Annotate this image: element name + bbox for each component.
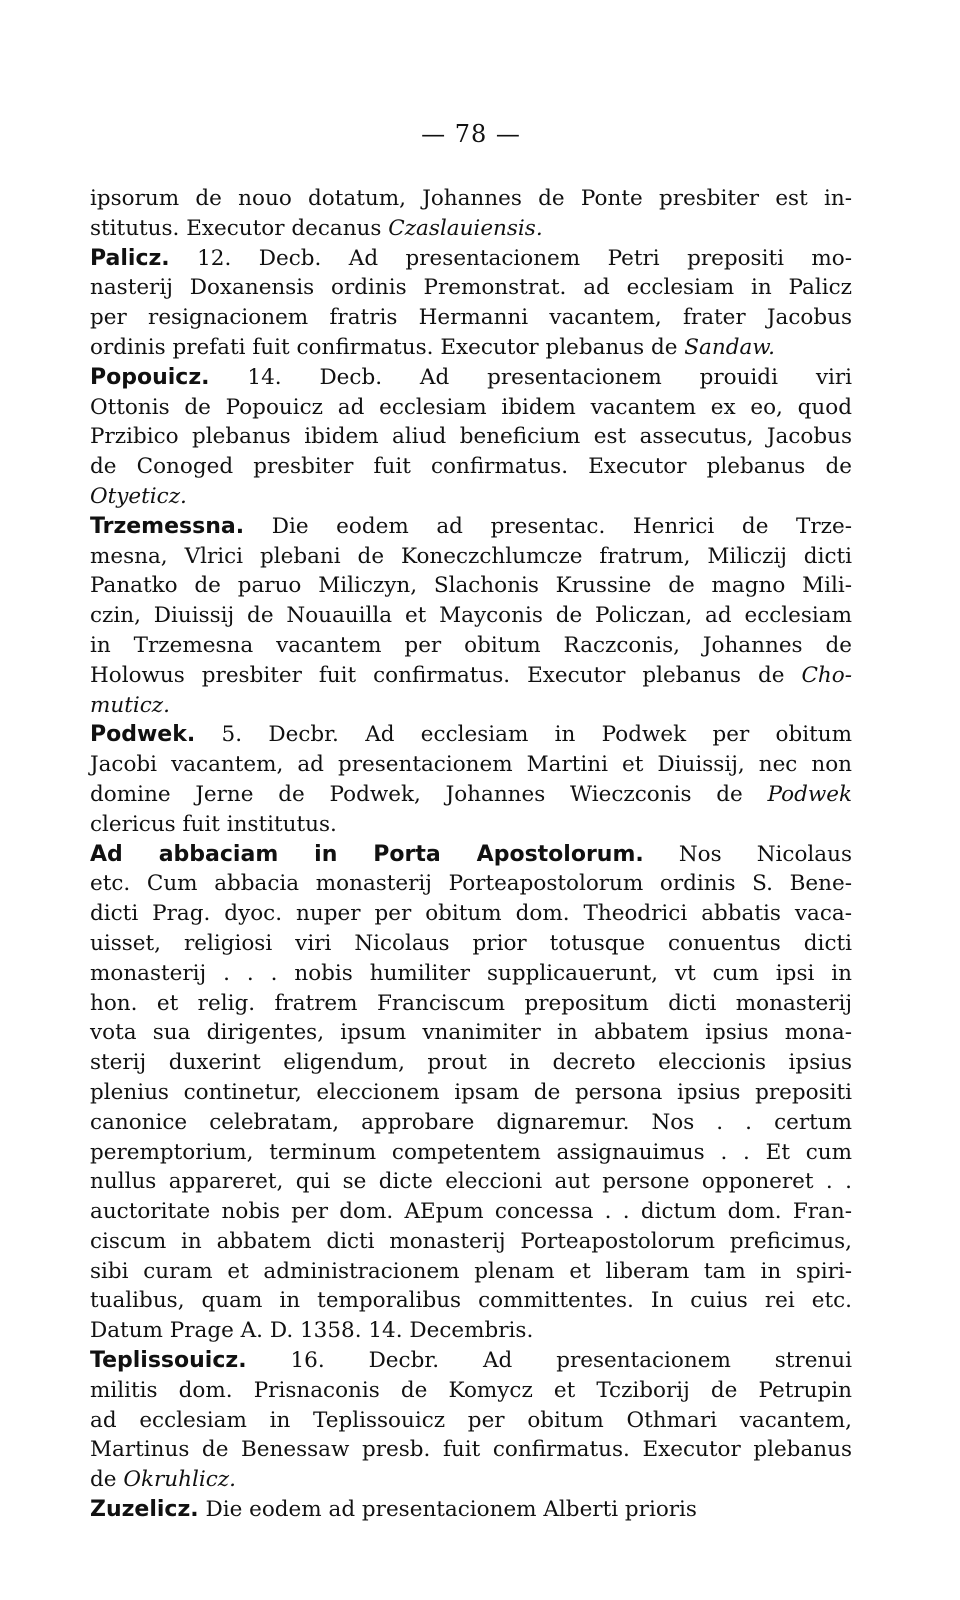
text-run: Die eodem ad presentac. Henrici de Trze- <box>244 513 852 539</box>
text-line <box>90 959 852 989</box>
paragraph <box>90 1346 852 1495</box>
text-run: nullus appareret, qui se dicte eleccioni aut persone opponeret . . <box>90 1169 852 1195</box>
text-run: in Trzemesna vacantem per obitum Raczconis, Johannes de <box>90 632 852 658</box>
text-run: Otyeticz. <box>90 483 187 509</box>
text-line <box>90 1316 852 1346</box>
text-run: Datum Prage A. D. 1358. 14. Decembris. <box>90 1318 534 1344</box>
text-line <box>90 780 852 810</box>
text-run: dicti Prag. dyoc. nuper per obitum dom. Theodrici abbatis vaca- <box>90 901 852 927</box>
entry-heading: Palicz. <box>90 245 170 271</box>
text-run: ipsorum de nouo dotatum, Johannes de Ponte presbiter est in- <box>90 186 852 211</box>
paragraph <box>90 1495 852 1525</box>
text-run: nasterij Doxanensis ordinis Premonstrat. ad ecclesiam in Palicz <box>90 275 852 301</box>
text-run: clericus fuit institutus. <box>90 811 337 837</box>
text-line <box>90 810 852 840</box>
text-line <box>90 393 852 423</box>
text-run: stitutus. Executor decanus <box>90 215 389 241</box>
text-line <box>90 1227 852 1257</box>
text-line <box>90 1435 852 1465</box>
text-line <box>90 214 852 244</box>
text-run: czin, Diuissij de Nouauilla et Mayconis de Policzan, ad ecclesiam <box>90 603 852 629</box>
text-run: ordinis prefati fuit confirmatus. Executor plebanus de <box>90 334 685 360</box>
paragraph <box>90 244 852 363</box>
paragraph <box>90 184 852 244</box>
paragraph <box>90 840 852 1347</box>
text-run: vota sua dirigentes, ipsum vnanimiter in abbatem ipsius mona- <box>90 1020 852 1046</box>
text-run: Sandaw. <box>684 334 775 360</box>
text-run: 5. Decbr. Ad ecclesiam in Podwek per obitum <box>195 722 852 748</box>
text-run: uisset, religiosi viri Nicolaus prior totusque conuentus dicti <box>90 930 852 956</box>
text-run: monasterij . . . nobis humiliter supplicauerunt, vt cum ipsi in <box>90 960 852 986</box>
text-run: Ottonis de Popouicz ad ecclesiam ibidem vacantem ex eo, quod <box>90 394 852 420</box>
text-line <box>90 1465 852 1495</box>
entry-heading: Ad abbaciam in Porta Apostolorum. <box>90 841 644 867</box>
text-line <box>90 899 852 929</box>
paragraph <box>90 363 852 512</box>
text-line <box>90 422 852 452</box>
text-run: Podwek <box>767 781 852 807</box>
text-line <box>90 631 852 661</box>
text-run: tualibus, quam in temporalibus committentes. In cuius rei etc. <box>90 1288 852 1314</box>
text-line <box>90 1257 852 1287</box>
text-run: sterij duxerint eligendum, prout in decreto eleccionis ipsius <box>90 1050 852 1076</box>
text-line <box>90 869 852 899</box>
text-line <box>90 571 852 601</box>
text-line <box>90 542 852 572</box>
entry-heading: Popouicz. <box>90 364 210 390</box>
text-run: auctoritate nobis per dom. AEpum concessa . . dictum dom. Fran- <box>90 1199 852 1225</box>
text-line <box>90 929 852 959</box>
text-line <box>90 184 852 214</box>
text-run: peremptorium, terminum competentem assignauimus . . Et cum <box>90 1139 852 1165</box>
text-line <box>90 1197 852 1227</box>
text-run: Przibico plebanus ibidem aliud beneficium est assecutus, Jacobus <box>90 424 852 450</box>
text-run: muticz. <box>90 692 170 718</box>
text-run: Czaslauiensis. <box>388 215 543 241</box>
text-run: Holowus presbiter fuit confirmatus. Executor plebanus de <box>90 662 802 688</box>
text-line <box>90 691 852 721</box>
text-run: de Conoged presbiter fuit confirmatus. Executor plebanus de <box>90 454 852 480</box>
text-line <box>90 333 852 363</box>
text-line <box>90 1078 852 1108</box>
text-run: canonice celebratam, approbare dignaremur. Nos . . certum <box>90 1109 852 1135</box>
text-run: Cho- <box>801 662 852 688</box>
entry-heading: Trzemessna. <box>90 513 245 539</box>
text-line <box>90 1346 852 1376</box>
entry-heading: Teplissouicz. <box>90 1348 247 1374</box>
text-run: Panatko de paruo Miliczyn, Slachonis Krussine de magno Mili- <box>90 573 852 599</box>
text-line <box>90 601 852 631</box>
text-line <box>90 303 852 333</box>
text-line <box>90 1406 852 1436</box>
text-run: mesna, Vlrici plebani de Koneczchlumcze fratrum, Miliczij dicti <box>90 543 852 569</box>
document-body <box>90 184 852 1525</box>
text-run: per resignacionem fratris Hermanni vacantem, frater Jacobus <box>90 305 852 331</box>
text-run: de <box>90 1467 124 1493</box>
text-run: 14. Decb. Ad presentacionem prouidi viri <box>209 364 852 390</box>
text-line <box>90 720 852 750</box>
text-line <box>90 840 852 870</box>
text-line <box>90 1138 852 1168</box>
paragraph <box>90 720 852 839</box>
text-line <box>90 273 852 303</box>
page <box>90 120 852 1525</box>
text-run: etc. Cum abbacia monasterij Porteapostolorum ordinis S. Bene- <box>90 871 852 897</box>
text-run: militis dom. Prisnaconis de Komycz et Tcziborij de Petrupin <box>90 1377 852 1403</box>
text-line <box>90 1108 852 1138</box>
text-line <box>90 750 852 780</box>
text-line <box>90 1376 852 1406</box>
text-run: sibi curam et administracionem plenam et liberam tam in spiri- <box>90 1258 852 1284</box>
text-run: 12. Decb. Ad presentacionem Petri prepositi mo- <box>169 245 852 271</box>
text-line <box>90 482 852 512</box>
text-run: Martinus de Benessaw presb. fuit confirmatus. Executor plebanus <box>90 1437 852 1463</box>
text-run: Jacobi vacantem, ad presentacionem Martini et Diuissij, nec non <box>90 752 852 778</box>
page-number: — 78 — <box>421 120 521 148</box>
text-line <box>90 989 852 1019</box>
text-run: ciscum in abbatem dicti monasterij Porteapostolorum preficimus, <box>90 1228 852 1254</box>
text-line <box>90 1048 852 1078</box>
text-run: Nos Nicolaus <box>643 841 852 867</box>
text-line <box>90 452 852 482</box>
text-run: plenius continetur, eleccionem ipsam de persona ipsius prepositi <box>90 1079 852 1105</box>
text-line <box>90 363 852 393</box>
paragraph <box>90 512 852 721</box>
entry-heading: Podwek. <box>90 722 196 748</box>
text-line <box>90 1167 852 1197</box>
text-run: Okruhlicz. <box>123 1467 236 1493</box>
text-line <box>90 244 852 274</box>
text-line <box>90 1286 852 1316</box>
text-run: 16. Decbr. Ad presentacionem strenui <box>246 1348 852 1374</box>
text-line <box>90 1018 852 1048</box>
text-run: Die eodem ad presentacionem Alberti prioris <box>198 1497 697 1523</box>
text-line <box>90 661 852 691</box>
text-run: ad ecclesiam in Teplissouicz per obitum Othmari vacantem, <box>90 1407 852 1433</box>
text-line <box>90 512 852 542</box>
text-run: hon. et relig. fratrem Franciscum prepositum dicti monasterij <box>90 990 852 1016</box>
text-run: domine Jerne de Podwek, Johannes Wieczconis de <box>90 781 768 807</box>
entry-heading: Zuzelicz. <box>90 1497 199 1523</box>
text-line <box>90 1495 852 1525</box>
